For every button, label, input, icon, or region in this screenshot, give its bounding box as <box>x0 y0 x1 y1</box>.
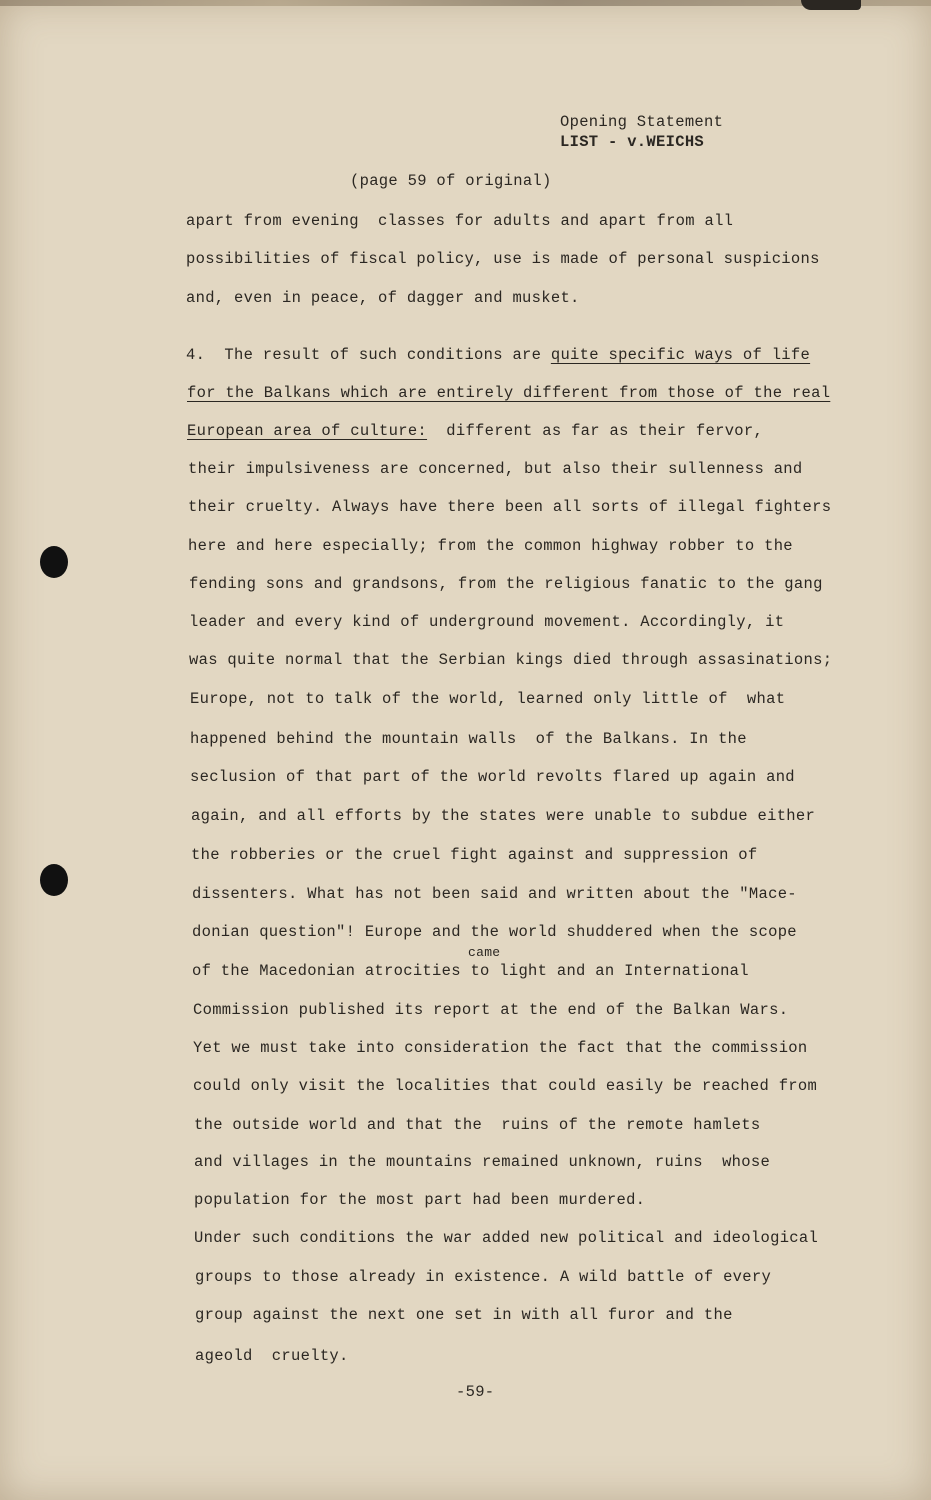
ink-corner-mark <box>801 0 861 10</box>
text-line: dissenters. What has not been said and written about the "Mace- <box>192 885 797 903</box>
text-line: Europe, not to talk of the world, learned only little of what <box>190 690 786 708</box>
text-line: group against the next one set in with all furor and the <box>195 1306 733 1324</box>
document-header <box>560 112 723 152</box>
underlined-phrase: European area of culture: <box>187 422 428 440</box>
binder-punch-hole <box>40 546 68 578</box>
text-line: apart from evening classes for adults and apart from all <box>186 212 734 230</box>
original-page-reference: (page 59 of original) <box>350 172 552 190</box>
underlined-line: for the Balkans which are entirely different from those of the real <box>187 384 831 402</box>
text-line: and villages in the mountains remained unknown, ruins whose <box>194 1153 771 1171</box>
text-line: fending sons and grandsons, from the religious fanatic to the gang <box>189 575 823 593</box>
text-line: their cruelty. Always have there been all sorts of illegal fighters <box>188 498 832 516</box>
text-line: of the Macedonian atrocities to light and an International <box>192 962 749 980</box>
text-segment: different as far as their fervor, <box>427 422 764 440</box>
text-line: could only visit the localities that could easily be reached from <box>193 1077 818 1095</box>
text-line: the outside world and that the ruins of the remote hamlets <box>194 1116 761 1134</box>
header-title: Opening Statement <box>560 113 724 131</box>
binder-punch-hole <box>40 864 68 896</box>
page-number: -59- <box>456 1383 495 1401</box>
text-line: the robberies or the cruel fight against and suppression of <box>191 846 758 864</box>
paragraph-4-first-line <box>186 346 810 364</box>
text-line: seclusion of that part of the world revolts flared up again and <box>190 768 795 786</box>
text-line <box>187 422 763 440</box>
text-line: was quite normal that the Serbian kings died through assasinations; <box>189 651 833 669</box>
text-line: and, even in peace, of dagger and musket. <box>186 289 580 307</box>
text-line: leader and every kind of underground movement. Accordingly, it <box>189 613 785 631</box>
underlined-phrase: quite specific ways of life <box>550 346 811 364</box>
text-line: possibilities of fiscal policy, use is made of personal suspicions <box>186 250 820 268</box>
text-line: Yet we must take into consideration the fact that the commission <box>193 1039 808 1057</box>
text-line: again, and all efforts by the states were unable to subdue either <box>191 807 816 825</box>
text-line: their impulsiveness are concerned, but also their sullenness and <box>188 460 803 478</box>
text-line: groups to those already in existence. A wild battle of every <box>195 1268 772 1286</box>
header-case: LIST - v.WEICHS <box>560 133 705 151</box>
text-line: population for the most part had been murdered. <box>194 1191 646 1209</box>
handwritten-insertion: came <box>468 945 501 960</box>
text-line: Under such conditions the war added new political and ideological <box>194 1229 819 1247</box>
text-segment: 4. The result of such conditions are <box>186 346 551 364</box>
text-line: ageold cruelty. <box>195 1347 349 1365</box>
text-line: Commission published its report at the end of the Balkan Wars. <box>193 1001 789 1019</box>
text-line: happened behind the mountain walls of the Balkans. In the <box>190 730 747 748</box>
text-line: donian question"! Europe and the world shuddered when the scope <box>192 923 797 941</box>
text-line: here and here especially; from the common highway robber to the <box>188 537 793 555</box>
paper-top-edge <box>0 0 931 6</box>
